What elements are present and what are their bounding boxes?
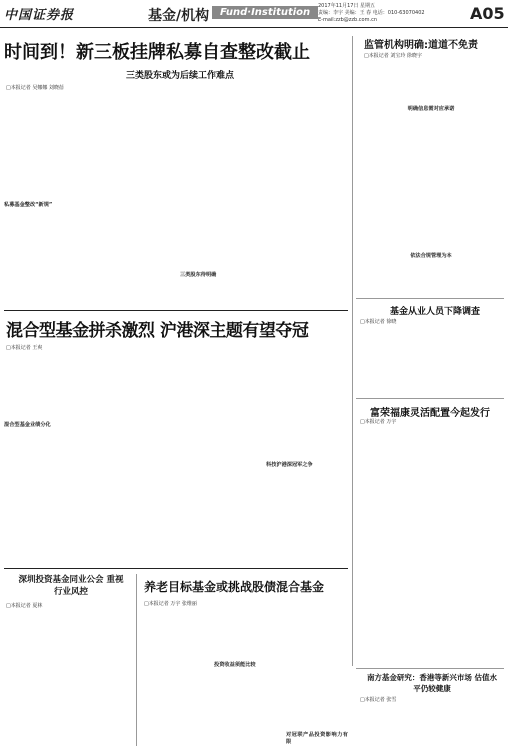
masthead-info xyxy=(318,3,425,24)
article-3-lead-2: 科技沪港深冠军之争 xyxy=(266,462,313,468)
article-1-column-3 xyxy=(180,84,262,304)
article-2-lead-2: 依法合规管理为本 xyxy=(410,253,452,259)
article-6-lead-2: 对冠联产品投资影响力有限 xyxy=(286,732,348,745)
divider xyxy=(356,668,504,669)
article-1-lead-2: 三类股东待明确 xyxy=(180,272,217,278)
divider xyxy=(356,398,504,399)
article-4-byline: □本报记者 徐晓 xyxy=(360,319,397,325)
article-2-byline: □本报记者 刘宝玲 徐晓宇 xyxy=(364,53,422,59)
article-6-column-2 xyxy=(214,600,282,746)
article-6-headline: 养老目标基金或挑战股债混合基金 xyxy=(144,580,325,594)
section-title: 基金/机构 xyxy=(148,8,210,24)
newspaper-logo: 中国证券报 xyxy=(4,8,75,23)
article-2-lead-1: 明确信息需对应承诺 xyxy=(407,106,455,112)
article-3-lead-1: 混合型基金业绩分化 xyxy=(4,422,51,428)
article-1-subhead: 三类股东或为后续工作难点 xyxy=(126,71,235,81)
article-4b-byline: □本报记者 万宇 xyxy=(360,419,397,425)
article-1-column-4 xyxy=(266,84,346,304)
article-6-lead-1: 投资收益须能比较 xyxy=(214,662,256,668)
article-6-column-1 xyxy=(142,608,210,746)
article-5-byline: □本报记者 夏林 xyxy=(6,603,43,609)
article-6-byline: □本报记者 万宇 张维丽 xyxy=(144,601,197,607)
article-2-body xyxy=(360,60,502,290)
article-7-byline: □本报记者 张雪 xyxy=(360,697,397,703)
divider xyxy=(4,310,348,311)
article-7-body xyxy=(360,704,502,746)
article-2-headline: 监管机构明确:道道不免责 xyxy=(364,40,478,51)
divider xyxy=(136,574,137,746)
right-column-divider xyxy=(352,36,353,666)
article-3-headline: 混合型基金拼杀激烈 沪港深主题有望夺冠 xyxy=(6,321,309,341)
article-7-headline: 南方基金研究：香港等新兴市场 估值水平仍较健康 xyxy=(366,673,498,693)
divider xyxy=(356,298,504,299)
article-3-column-1 xyxy=(4,352,86,562)
article-6-column-3 xyxy=(286,600,348,746)
article-5-headline: 深圳投资基金同业公会 重视行业风控 xyxy=(18,575,124,597)
article-3-byline: □本报记者 王爽 xyxy=(6,345,43,351)
article-1-headline: 时间到！新三板挂牌私募自查整改截止 xyxy=(4,42,310,63)
article-4b-body xyxy=(360,426,502,666)
article-4-headline: 基金从业人员下降调查 xyxy=(390,307,481,317)
article-3-column-4 xyxy=(266,344,346,562)
article-4-body xyxy=(360,326,502,396)
article-1-byline: □本报记者 吴娜娜 刘晓蓓 xyxy=(6,85,64,91)
article-3-column-2 xyxy=(92,344,174,562)
issue-date: 2017年11月17日 星期五 xyxy=(318,3,376,9)
article-3-column-3 xyxy=(180,344,262,562)
article-5-body xyxy=(4,610,132,746)
email-line: E-mail:zzb@zzb.com.cn xyxy=(318,17,377,23)
section-title-en: Fund·Institution xyxy=(212,6,318,19)
editor-line: 责编：李宇 美编：王 春 电话：010-63070402 xyxy=(318,10,425,16)
divider xyxy=(4,568,348,569)
article-1-column-2 xyxy=(92,84,174,304)
article-1-lead-1: 私募基金整改“新规” xyxy=(4,202,53,208)
page-number: A05 xyxy=(470,4,505,23)
article-4b-headline: 富荣福康灵活配置今起发行 xyxy=(370,408,490,419)
article-1-column-1 xyxy=(4,92,86,304)
